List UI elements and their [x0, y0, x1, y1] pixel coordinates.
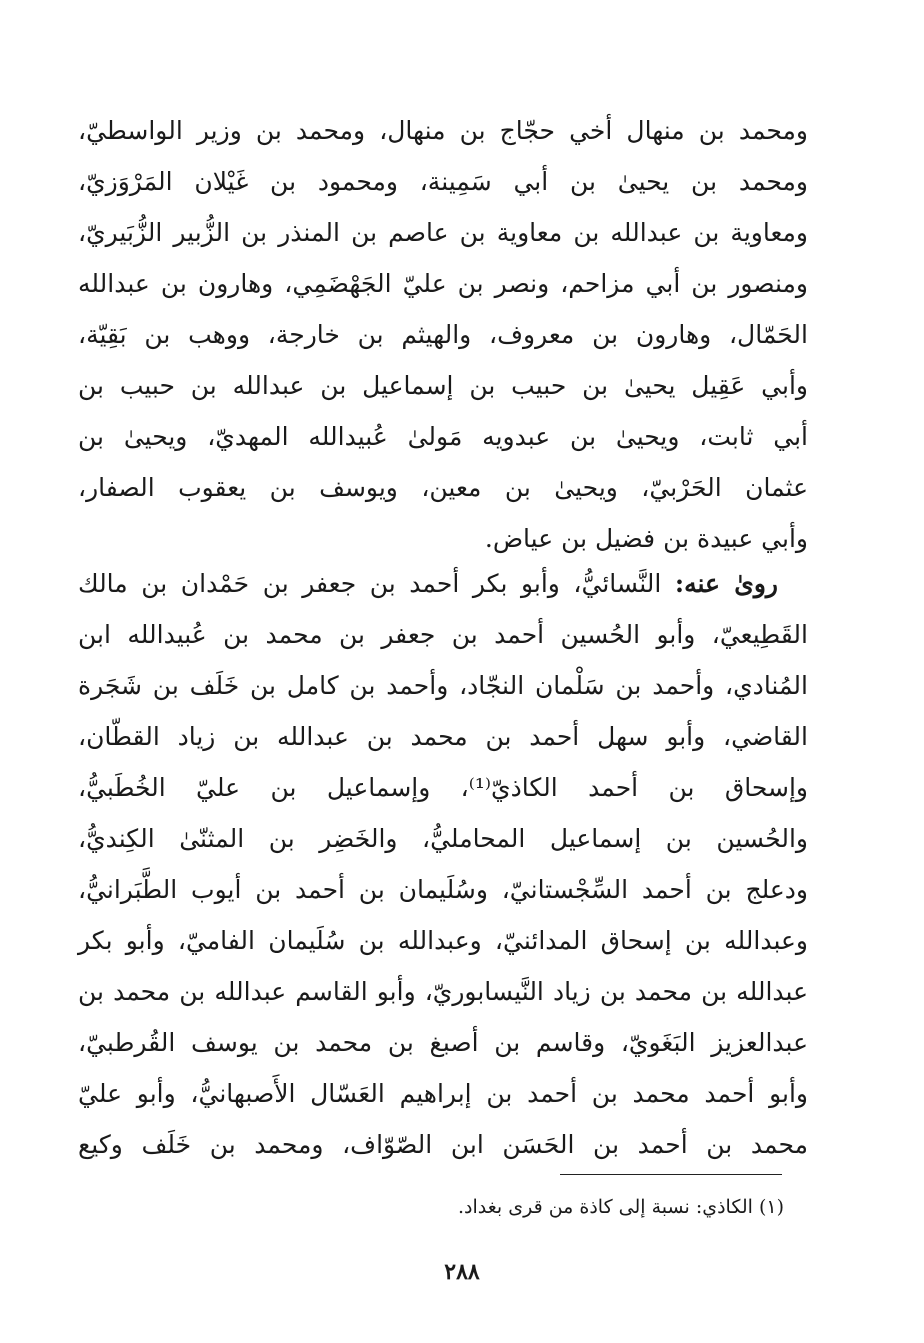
- paragraph-students: [78, 558, 808, 1170]
- page-number: ٢٨٨: [444, 1259, 480, 1285]
- text-line: المُنادي، وأحمد بن سَلْمان النجّاد، وأحمد بن كامل بن خَلَف بن شَجَرة: [78, 671, 808, 700]
- text-line: وأبي عبيدة بن فضيل بن عياض.: [484, 524, 808, 553]
- text-line: القَطِيعيّ، وأبو الحُسين أحمد بن جعفر بن محمد بن عُبيدالله ابن: [78, 620, 808, 649]
- text-line: محمد بن أحمد بن الحَسَن ابن الصّوّاف، ومحمد بن خَلَف وكيع: [78, 1130, 808, 1159]
- text-line: ومحمد بن منهال أخي حجّاج بن منهال، ومحمد بن وزير الواسطيّ،: [78, 116, 808, 145]
- text-line: وأبو أحمد محمد بن أحمد بن إبراهيم العَسّال الأَصبهانيُّ، وأبو عليّ: [78, 1079, 808, 1108]
- text-line: ودعلج بن أحمد السِّجْستانيّ، وسُلَيمان بن أحمد بن أيوب الطَّبَرانيُّ،: [78, 875, 808, 904]
- text-line: عبدالعزيز البَغَويّ، وقاسم بن أصبغ بن محمد بن يوسف القُرطبيّ،: [78, 1028, 808, 1057]
- text-line: عبدالله بن محمد بن زياد النَّيسابوريّ، وأبو القاسم عبدالله بن محمد بن: [78, 977, 808, 1006]
- paragraph-teachers: [78, 105, 808, 564]
- text-line: ومنصور بن أبي مزاحم، ونصر بن عليّ الجَهْضَمِي، وهارون بن عبدالله: [78, 269, 808, 298]
- text-line: ومعاوية بن عبدالله بن معاوية بن عاصم بن المنذر بن الزُّبير الزُّبَيريّ،: [78, 218, 808, 247]
- text-line: وأبي عَقِيل يحيىٰ بن حبيب بن إسماعيل بن عبدالله بن حبيب بن: [78, 371, 808, 400]
- text-line-lead: [78, 558, 808, 609]
- text-line: القاضي، وأبو سهل أحمد بن محمد بن عبدالله بن زياد القطّان،: [78, 722, 808, 751]
- text-line: الحَمّال، وهارون بن معروف، والهيثم بن خارجة، ووهب بن بَقِيّة،: [78, 320, 808, 349]
- text-line: أبي ثابت، ويحيىٰ بن عبدويه مَولىٰ عُبيدالله المهديّ، ويحيىٰ بن: [78, 422, 808, 451]
- text-line: والحُسين بن إسماعيل المحامليُّ، والخَضِر بن المثنّىٰ الكِنديُّ،: [78, 824, 808, 853]
- text-line: وإسحاق بن أحمد الكاذيّ⁽¹⁾، وإسماعيل بن عليّ الخُطَبيُّ،: [78, 773, 809, 802]
- text-line: وعبدالله بن إسحاق المدائنيّ، وعبدالله بن سُلَيمان الفاميّ، وأبو بكر: [78, 926, 808, 955]
- section-label: روىٰ عنه:: [674, 569, 778, 598]
- text-line: ومحمد بن يحيىٰ بن أبي سَمِينة، ومحمود بن غَيْلان المَرْوَزيّ،: [78, 167, 808, 196]
- text-line: عثمان الحَرْبيّ، ويحيىٰ بن معين، ويوسف بن يعقوب الصفار،: [78, 473, 808, 502]
- footnote-divider: [560, 1174, 782, 1175]
- lead-text: النَّسائيُّ، وأبو بكر أحمد بن جعفر بن حَمْدان بن مالك: [78, 569, 675, 598]
- footnote: (١) الكاذي: نسبة إلى كاذة من قرى بغداد.: [457, 1196, 784, 1218]
